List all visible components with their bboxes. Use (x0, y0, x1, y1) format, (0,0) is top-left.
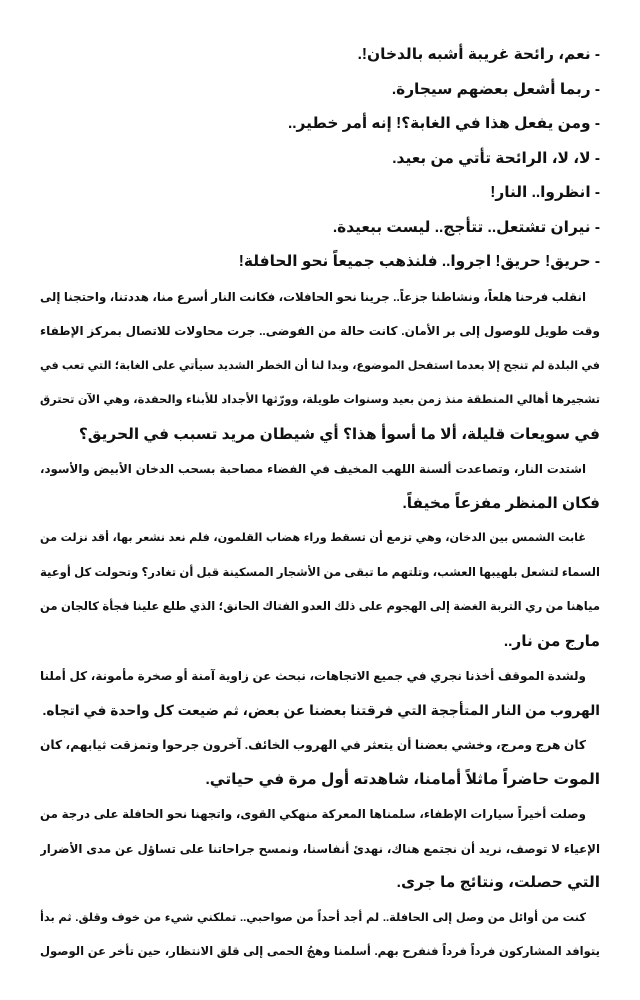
text-line: السماء لتشعل بلهيبها العشب، وتلتهم ما تبقى من الأشجار المسكينة قبل أن تغادر؟ وتحولت كل أوعية (40, 565, 600, 579)
text-line: الموت حاضراً ماثلاً أمامنا، شاهدته أول مرة في حياتي. (205, 770, 600, 788)
dialogue-line: - ربما أشعل بعضهم سيجارة. (391, 80, 600, 98)
text-line: مياهنا من ري التربة الغضة إلى الهجوم على ذلك العدو الفتاك الحانق؛ الذي طلع علينا فجأة كالجان من (40, 600, 600, 613)
text-line: غابت الشمس بين الدخان، وهي تزمع أن تسقط وراء هضاب القلمون، فلم نعد نشعر بها، أقد نزلت من (40, 532, 586, 544)
text-line: التي حصلت، ونتائج ما جرى. (396, 874, 600, 891)
text-line: في البلدة لم تنجح إلا بعدما استفحل الموضوع، وبدا لنا أن الخطر الشديد سيأتي على الغابة؛ التي تعب في (40, 359, 600, 372)
text-line: وصلت أخيراً سيارات الإطفاء، سلمناها المعركة منهكي القوى، واتجهنا نحو الحافلة على درجة من (40, 807, 586, 821)
text-line: اشتدت النار، وتصاعدت ألسنة اللهب المخيف في الفضاء مصاحبة بسحب الدخان الأبيض والأسود، (40, 462, 586, 476)
text-line: كان هرج ومرج، وخشي بعضنا أن يتعثر في الهروب الخائف. آخرون جرحوا وتمزقت ثيابهم، كان (40, 738, 586, 752)
document-page (40, 38, 600, 970)
text-line: فكان المنظر مفزعاً مخيفاً. (402, 494, 600, 512)
dialogue-line: - لا، لا، الرائحة تأتي من بعيد. (392, 149, 600, 167)
text-line: كنت من أوائل من وصل إلى الحافلة.. لم أجد أحداً من صواحبي.. تملكني شيء من خوف وقلق. ثم بدأ (40, 911, 586, 924)
text-line: وقت طويل للوصول إلى بر الأمان. كانت حالة من الفوضى.. جرت محاولات للاتصال بمركز الإطفاء (40, 324, 600, 338)
dialogue-line: - نيران تشتعل.. تتأجج.. ليست ببعيدة. (332, 218, 600, 236)
text-line: يتوافد المشاركون فرداً فرداً فنفرح بهم. أسلمنا وهجُ الحمى إلى قلق الانتظار، حين تأخر عن الوصول (40, 945, 600, 958)
text-line: في سويعات قليلة، ألا ما أسوأ هذا؟ أي شيطان مريد تسبب في الحريق؟ (78, 425, 600, 443)
dialogue-line: - حريق! حريق! اجروا.. فلنذهب جميعاً نحو الحافلة! (238, 253, 600, 270)
dialogue-line: - انظروا.. النار! (490, 184, 600, 201)
text-line: الهروب من النار المتأججة التي فرقتنا بعضنا عن بعض، ثم ضيعت كل واحدة في اتجاه. (42, 702, 600, 718)
text-line: انقلب فرحنا هلعاً، ونشاطنا جزعاً.. جرينا نحو الحافلات، فكانت النار أسرع منا، هددتنا، واحتجنا إلى (40, 289, 586, 304)
text-line: تشجيرها أهالي المنطقة منذ زمن بعيد وسنوات طويلة، وورّثها الأجداد للأبناء والحفدة، وهي الآن تحترق (40, 394, 600, 406)
dialogue-line: - نعم، رائحة غريبة أشبه بالدخان!. (357, 46, 600, 63)
dialogue-line: - ومن يفعل هذا في الغابة؟! إنه أمر خطير.. (288, 115, 600, 132)
text-line: ولشدة الموقف أخذنا نجري في جميع الاتجاهات، نبحث عن زاوية آمنة أو صخرة مأمونة، كل أملنا (40, 669, 586, 683)
text-line: مارج من نار.. (503, 632, 600, 650)
text-line: الإعياء لا توصف، نريد أن نجتمع هناك، نهدئ أنفاسنا، ونمسح جراحاتنا على تساؤل عن مدى الأضرار (40, 841, 600, 856)
